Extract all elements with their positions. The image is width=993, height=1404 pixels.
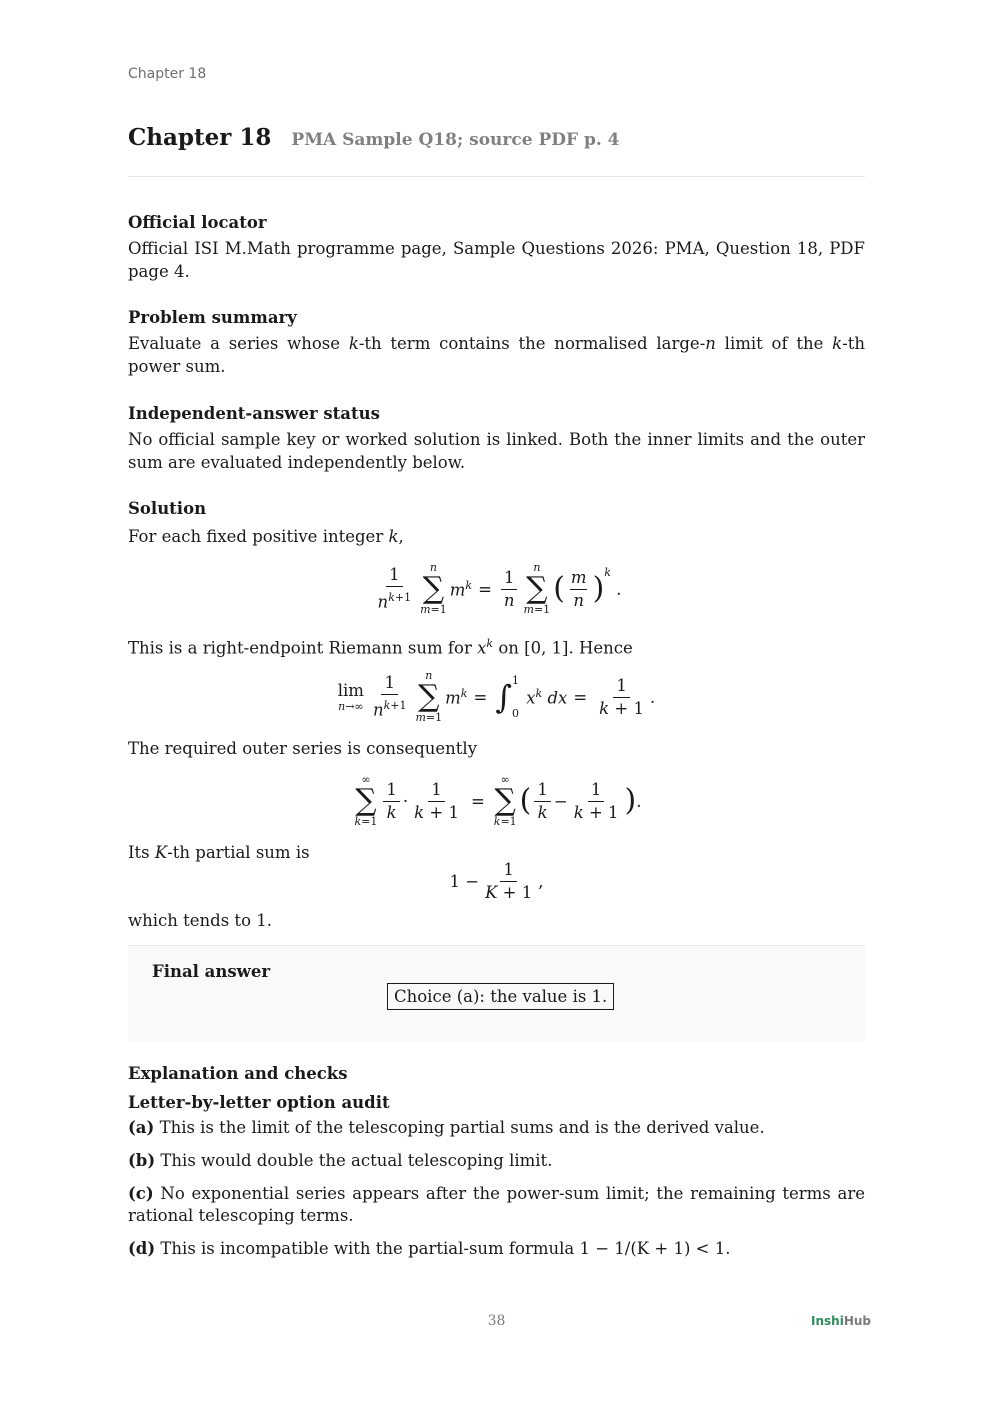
equation-partial-sum: 1 − $\frac{1}{K + 1}$ , xyxy=(449,859,544,902)
status-heading: Independent-answer status xyxy=(128,404,380,423)
chapter-subtitle: PMA Sample Q18; source PDF p. 4 xyxy=(291,130,620,150)
locator-text: Official ISI M.Math programme page, Sample Questions 2026: PMA, Question 18, PDF page 4. xyxy=(128,239,865,281)
tends-line xyxy=(128,909,865,932)
section-status xyxy=(128,403,865,474)
outer-text: The required outer series is consequently xyxy=(128,739,478,758)
heading-rule xyxy=(128,176,865,177)
section-locator xyxy=(128,212,865,283)
final-answer-label: Final answer xyxy=(152,962,271,981)
riemann-line xyxy=(128,632,865,660)
running-head: Chapter 18 xyxy=(128,66,207,82)
final-answer-value: Choice (a): the value is 1. xyxy=(387,983,614,1010)
tends-text: which tends to 1. xyxy=(128,911,272,930)
summary-text: Evaluate a series whose k-th term contains the normalised large-n limit of the k-th power sum. xyxy=(128,334,865,376)
option-c: (c) No exponential series appears after the power-sum limit; the remaining terms are rational telescoping terms. xyxy=(128,1184,865,1225)
equation-limit-integral: lim n→∞ $\frac{1}{n^{k+1}}$ n ∑ m=1 $m^k$ = ∫ 1 0 $x^k$ dx = $\frac{1}{k + 1}$ . xyxy=(337,669,656,724)
partial-text: Its K-th partial sum is xyxy=(128,843,310,862)
outer-line xyxy=(128,737,865,760)
chapter-heading xyxy=(128,124,620,151)
option-d: (d) This is incompatible with the partial-sum formula 1 − 1/(K + 1) < 1. xyxy=(128,1239,731,1258)
solution-intro: For each fixed positive integer k, xyxy=(128,527,404,546)
locator-heading: Official locator xyxy=(128,213,267,232)
explanation-subheading: Letter-by-letter option audit xyxy=(128,1093,390,1112)
explanation-heading: Explanation and checks xyxy=(128,1064,348,1083)
equation-telescoping: ∞ ∑ k=1 $\frac{1}{k}$ · $\frac{1}{k + 1}$ = ∞ ∑ k=1 ( $\frac{1}{k}$ − $\frac{1}{k + 1}$ ) . xyxy=(354,773,642,828)
summary-heading: Problem summary xyxy=(128,308,297,327)
section-explanation xyxy=(128,1063,865,1114)
option-b: (b) This would double the actual telescoping limit. xyxy=(128,1151,553,1170)
chapter-title: Chapter 18 xyxy=(128,124,272,151)
status-text: No official sample key or worked solution is linked. Both the inner limits and the outer sum are evaluated independently below. xyxy=(128,430,865,472)
solution-heading: Solution xyxy=(128,499,207,518)
page-number: 38 xyxy=(487,1313,506,1329)
equation-power-sum: $\frac{1}{n^{k+1}}$ n ∑ m=1 $m^k$ = $\frac{1}{n}$ n ∑ m=1 ( $\frac{m}{n}$ ) $^k$ . xyxy=(377,561,622,616)
final-answer-box xyxy=(128,945,865,1041)
option-a: (a) This is the limit of the telescoping partial sums and is the derived value. xyxy=(128,1118,765,1137)
section-solution xyxy=(128,498,865,548)
riemann-text: This is a right-endpoint Riemann sum for $x^k$ on [0, 1]. Hence xyxy=(128,637,633,658)
brand-logo: InshiHub xyxy=(811,1314,871,1328)
section-summary xyxy=(128,307,865,378)
